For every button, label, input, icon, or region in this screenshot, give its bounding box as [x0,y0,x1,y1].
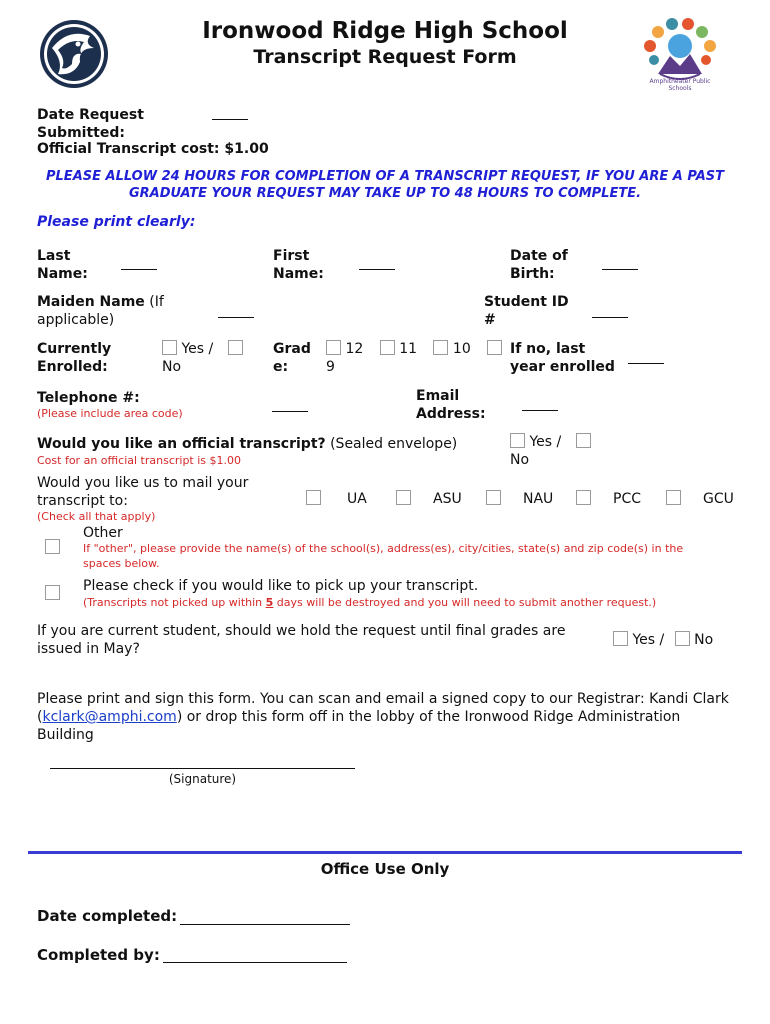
email-label: Email Address: [416,388,486,422]
date-completed-field[interactable] [180,908,350,925]
grade-10-checkbox[interactable] [433,340,448,355]
last-year-enrolled-label: If no, last year enrolled [510,341,615,375]
currently-enrolled-label: Currently Enrolled: [37,341,112,375]
first-name-label: First Name: [273,248,324,282]
completed-by-field[interactable] [163,946,347,963]
mail-question: Would you like us to mail your transcript to: [37,475,249,509]
hold-no-checkbox[interactable] [675,631,690,646]
telephone-label: Telephone #: [37,390,140,406]
date-request-label: Date Request Submitted: [37,107,144,141]
mail-option-nau: NAU [486,490,553,508]
mail-other-note: If "other", please provide the name(s) of the school(s), address(es), city/cities, state(s) and zip code(s) in the spaces below. [83,542,684,570]
grade-11-checkbox[interactable] [380,340,395,355]
transcript-cost-label: Official Transcript cost: $1.00 [37,141,269,157]
submission-instructions: Please print and sign this form. You can scan and email a signed copy to our Registrar: Kandi Clark (kclark@amphi.com) or drop this form off in the lobby of the Ironwood Ridge Administration Building [37,691,729,743]
email-field[interactable] [522,397,558,411]
grade-label: Grad e: [273,341,311,375]
mail-gcu-checkbox[interactable] [666,490,681,505]
pickup-label: Please check if you would like to pick up your transcript. [83,578,479,594]
last-year-enrolled-field[interactable] [628,350,664,364]
mail-nau-checkbox[interactable] [486,490,501,505]
maiden-name-label: Maiden Name (If applicable) [37,294,164,328]
mail-option-asu: ASU [396,490,462,508]
dob-label: Date of Birth: [510,248,568,282]
student-id-label: Student ID # [484,294,569,328]
pickup-checkbox[interactable] [45,585,60,600]
signature-label: (Signature) [168,772,237,786]
date-completed-label: Date completed: [37,907,178,925]
mail-other-label: Other [83,525,123,541]
enrolled-yes-checkbox[interactable] [162,340,177,355]
last-name-field[interactable] [121,256,157,270]
official-no-checkbox[interactable] [576,433,591,448]
enrolled-options: Yes / No [162,340,243,376]
print-clearly-label: Please print clearly: [37,214,196,230]
grade-9-checkbox[interactable] [487,340,502,355]
mail-option-pcc: PCC [576,490,641,508]
signature-line[interactable] [50,768,355,769]
mail-option-gcu: GCU [666,490,734,508]
mail-asu-checkbox[interactable] [396,490,411,505]
enrolled-no-checkbox[interactable] [228,340,243,355]
official-cost-note: Cost for an official transcript is $1.00 [37,454,242,467]
student-id-field[interactable] [592,304,628,318]
official-yes-checkbox[interactable] [510,433,525,448]
maiden-name-field[interactable] [218,304,254,318]
registrar-email-link[interactable]: kclark@amphi.com [42,709,177,725]
last-name-label: Last Name: [37,248,88,282]
completed-by-label: Completed by: [37,946,160,964]
office-use-title: Office Use Only [320,860,450,878]
dob-field[interactable] [602,256,638,270]
telephone-note: (Please include area code) [37,407,183,420]
processing-time-notice: PLEASE ALLOW 24 HOURS FOR COMPLETION OF A TRANSCRIPT REQUEST, IF YOU ARE A PAST GRADUATE YOUR REQUEST MAY TAKE UP TO 48 HOURS TO COMPLETE. [46,169,724,201]
mail-note: (Check all that apply) [37,510,156,523]
office-divider [28,851,742,854]
date-request-field[interactable] [212,106,248,120]
mail-other-checkbox[interactable] [45,539,60,554]
pickup-note: (Transcripts not picked up within 5 days will be destroyed and you will need to submit another request.) [83,596,657,609]
hold-options: Yes / No [613,631,713,649]
hold-yes-checkbox[interactable] [613,631,628,646]
school-name: Ironwood Ridge High School [202,18,568,44]
first-name-field[interactable] [359,256,395,270]
mail-pcc-checkbox[interactable] [576,490,591,505]
hold-request-question: If you are current student, should we hold the request until final grades are issued in May? [37,623,566,657]
mail-ua-checkbox[interactable] [306,490,321,505]
form-title: Transcript Request Form [253,46,517,68]
grade-options: 12 11 10 9 [326,340,502,376]
official-transcript-question: Would you like an official transcript? (Sealed envelope) [37,436,458,452]
district-seal-text: Amphitheater Public Schools [649,78,711,92]
mail-option-ua: UA [306,490,367,508]
telephone-field[interactable] [272,398,308,412]
grade-12-checkbox[interactable] [326,340,341,355]
official-options: Yes / No [510,433,591,469]
